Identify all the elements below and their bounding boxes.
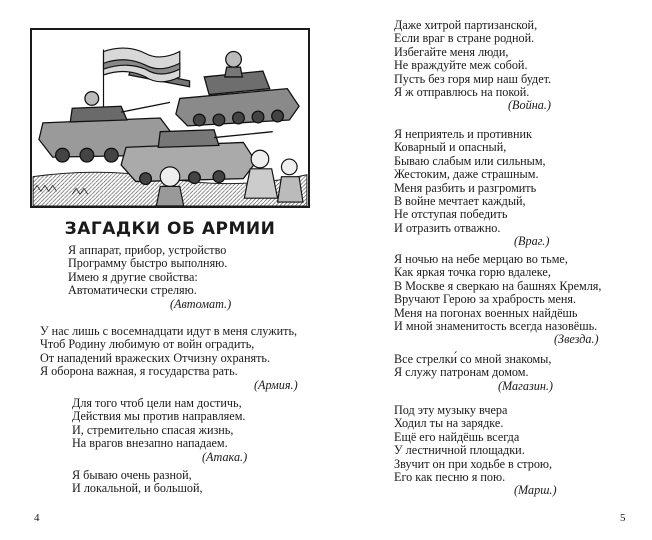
riddle-line: Не отступая победить — [394, 207, 508, 222]
army-illustration — [30, 28, 310, 208]
riddle-line: Не враждуйте меж собой. — [394, 58, 528, 73]
riddle-answer: (Враг.) — [514, 234, 550, 249]
riddle-line: Меня разбить и разгромить — [394, 180, 537, 195]
riddle-line: Я ночью на небе мерцаю во тьме, — [394, 252, 568, 266]
riddle-line: Я оборона важная, я государства рать. — [40, 364, 238, 379]
riddle-line: Жестоким, даже страшным. — [394, 167, 539, 182]
riddle-line: Имею я другие свойства: — [68, 269, 198, 284]
riddle-line: У лестничной площадки. — [394, 443, 525, 458]
riddle-line: От нападений вражеских Отчизну охранять. — [40, 350, 271, 365]
riddle-line: Для того чтоб цели нам достичь, — [72, 396, 242, 410]
riddle-line: Коварный и опасный, — [394, 140, 507, 155]
riddle-zvezda — [394, 253, 601, 347]
riddle-voina-end — [394, 19, 551, 113]
riddle-line: Ходил ты на зарядке. — [394, 416, 504, 431]
flag — [104, 48, 180, 108]
riddle-vrag — [394, 128, 549, 249]
riddle-avtomat — [68, 244, 231, 311]
riddle-line: Чтоб Родину любимую от войн оградить, — [40, 337, 255, 352]
riddle-line: Как яркая точка горю вдалеке, — [394, 265, 551, 280]
riddle-line: У нас лишь с восемнадцати идут в меня служить, — [40, 324, 298, 338]
riddle-answer: (Война.) — [508, 98, 551, 113]
riddle-line: Программу быстро выполняю. — [68, 256, 228, 271]
page-number: 4 — [34, 512, 40, 524]
riddle-line: Пусть без горя мир наш будет. — [394, 71, 552, 86]
riddle-voina-start — [72, 469, 203, 496]
riddle-line: Меня на погонах военных найдёшь — [394, 305, 578, 320]
riddle-answer: (Армия.) — [254, 377, 298, 392]
riddle-magazin — [394, 353, 553, 393]
riddle-line: И локальной, и большой, — [72, 481, 203, 496]
riddle-line: И, стремительно спасая жизнь, — [72, 422, 234, 437]
tanks-and-children-image — [32, 30, 308, 206]
riddle-ataka — [72, 397, 247, 464]
riddle-line: В Москве я сверкаю на башнях Кремля, — [394, 278, 602, 293]
riddle-armiya — [40, 325, 298, 392]
riddle-line: На врагов внезапно нападаем. — [72, 436, 228, 451]
riddle-line: Я ж отправлюсь на покой. — [394, 85, 530, 100]
riddle-line: Вручают Герою за храбрость меня. — [394, 292, 577, 307]
riddle-line: Автоматически стреляю. — [68, 283, 197, 298]
page-number: 5 — [620, 512, 626, 524]
riddle-answer: (Магазин.) — [498, 378, 553, 393]
riddle-line: Я неприятель и противник — [394, 127, 532, 141]
riddle-line: И отразить отважно. — [394, 220, 501, 235]
riddle-line: Ещё его найдёшь всегда — [394, 429, 520, 444]
riddle-line: Даже хитрой партизанской, — [394, 18, 538, 32]
riddle-line: И мной знаменитость всегда назовёшь. — [394, 319, 598, 334]
riddle-line: Бываю слабым или сильным, — [394, 153, 546, 168]
riddle-line: Я аппарат, прибор, устройство — [68, 243, 227, 257]
riddle-line: Звучит он при ходьбе в строю, — [394, 456, 553, 471]
page-title: ЗАГАДКИ ОБ АРМИИ — [64, 219, 276, 239]
riddle-marsh — [394, 404, 557, 498]
riddle-line: Его как песню я пою. — [394, 470, 506, 485]
riddle-answer: (Автомат.) — [170, 296, 232, 311]
riddle-line: Под эту музыку вчера — [394, 403, 508, 417]
riddle-line: В войне мечтает каждый, — [394, 194, 526, 209]
riddle-answer: (Марш.) — [514, 483, 557, 498]
riddle-line: Я служу патронам домом. — [394, 365, 529, 380]
riddle-line: Я бываю очень разной, — [72, 468, 192, 482]
riddle-line: Все стрелки́ со мной знакомы, — [394, 352, 552, 366]
riddle-line: Если враг в стране родной. — [394, 31, 535, 46]
riddle-line: Избегайте меня люди, — [394, 44, 509, 59]
riddle-answer: (Звезда.) — [554, 332, 599, 347]
riddle-answer: (Атака.) — [202, 449, 248, 464]
riddle-line: Действия мы против направляем. — [72, 409, 246, 424]
right-page — [326, 0, 652, 540]
